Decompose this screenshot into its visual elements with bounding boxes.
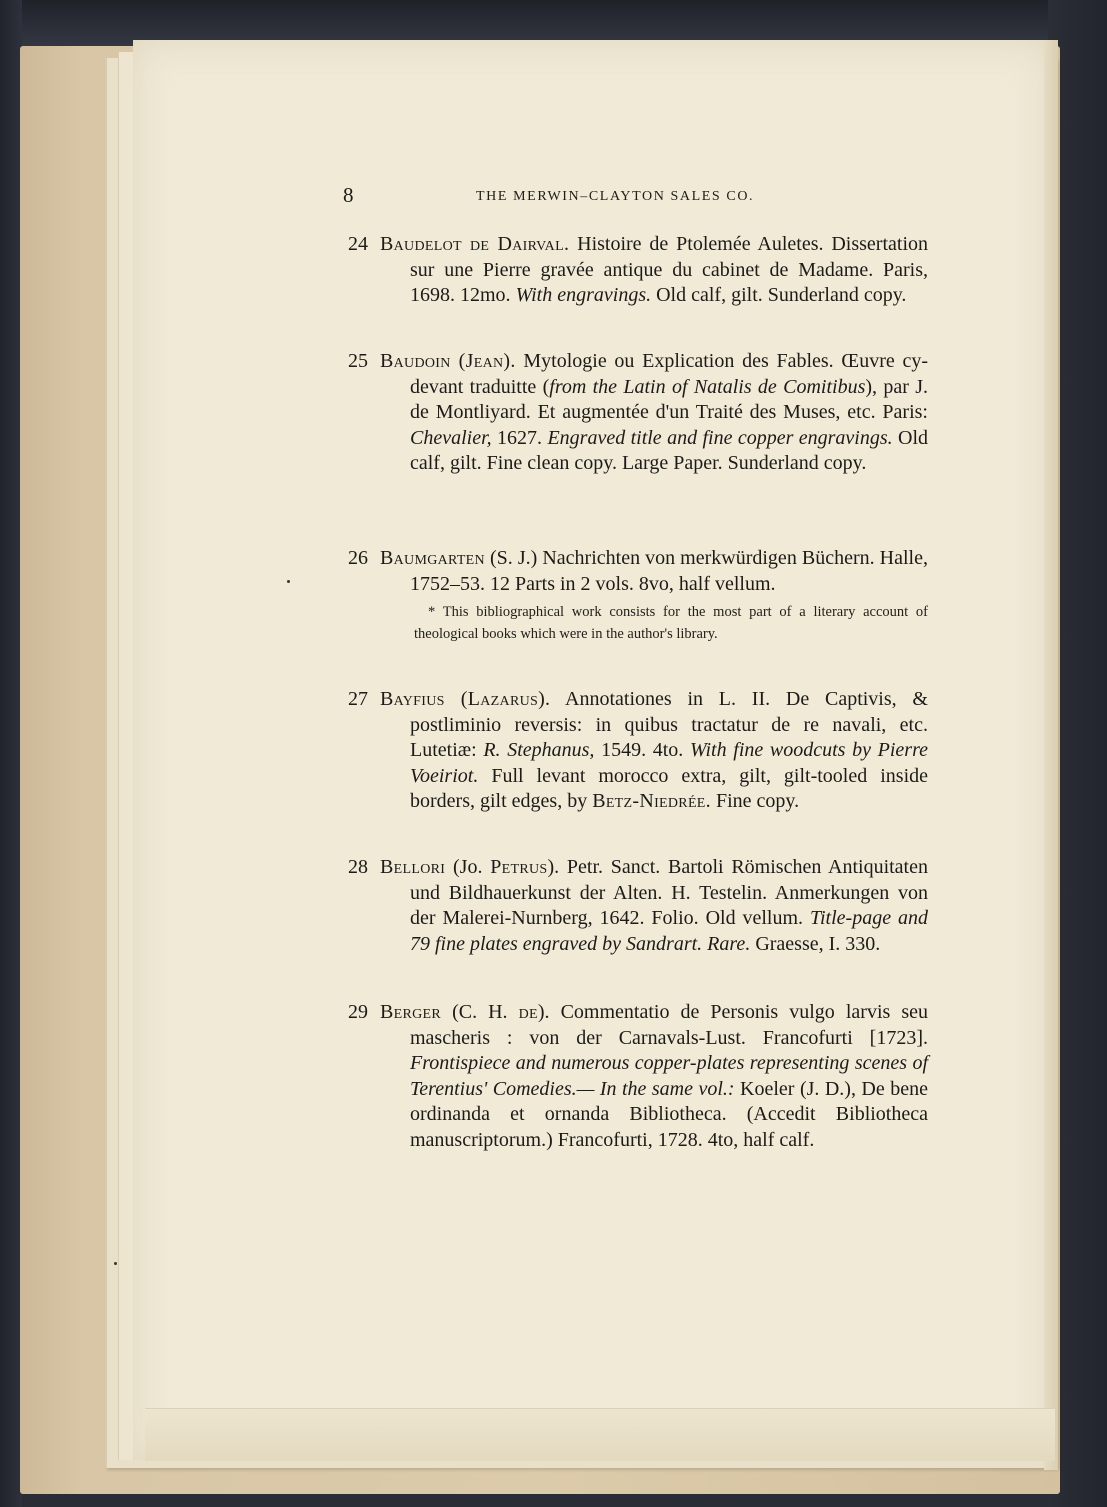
entry-footnote: * This bibliographical work consists for the most part of a literary account of theological books which were in the author's library. (414, 604, 928, 642)
entry-text (380, 687, 928, 815)
lot-number: 29 (348, 1001, 368, 1023)
entry-author: Berger (380, 1001, 442, 1023)
entry-description: 1627. (491, 426, 548, 449)
entry-text (380, 1000, 928, 1153)
entry-description: Mytologie ou Explication des Fables. Œuvre cy-devant traduitte ( (410, 350, 928, 398)
catalog-entry-26 (348, 546, 928, 645)
entry-binding: Old calf, gilt. Sunderland copy. (651, 284, 907, 306)
running-head (343, 183, 813, 213)
catalog-entry-25 (348, 349, 928, 477)
page-number: 8 (343, 183, 354, 207)
entry-binder: Betz-Niedrée. (592, 790, 711, 812)
entry-author: Baumgarten (380, 547, 485, 569)
catalog-entry-29 (348, 1000, 928, 1153)
entry-description: (C. H. (441, 1001, 519, 1023)
lot-number: 28 (348, 856, 368, 878)
entry-description: Koeler (J. D.), De bene ordinanda et ornanda Bibliotheca. (Accedit Bibliotheca manuscriptorum.) Francofurti, 1728. 4to, half calf. (410, 1077, 928, 1151)
entry-binding: Old calf, gilt. Fine clean copy. Large Paper. Sunderland copy. (410, 426, 929, 474)
entry-author: Baudoin (Jean). (380, 350, 516, 372)
catalog-entry-27 (348, 687, 928, 815)
lot-number: 24 (348, 233, 368, 255)
entry-description: 1549. 4to. (594, 739, 690, 761)
entry-author: Bayfius (Lazarus). (380, 688, 551, 710)
entry-text (380, 855, 928, 957)
entry-description: ). Commentatio de Personis vulgo larvis seu mascheris : von der Carnavals-Lust. Francofurti [1723]. (410, 1001, 928, 1049)
entry-text (380, 232, 928, 309)
entry-description: Annotationes in L. II. De Captivis, & postliminio reversis: in quibus tractatur de re navali, etc. Lutetiæ: (410, 688, 928, 761)
running-title: THE MERWIN–CLAYTON SALES CO. (476, 189, 755, 204)
entry-text (380, 349, 929, 477)
lot-number: 25 (348, 350, 368, 372)
entry-description: (Jo. (445, 856, 491, 878)
ink-speck (287, 580, 290, 583)
entry-author: Baudelot de Dairval. (380, 233, 570, 255)
entry-text (380, 546, 928, 597)
entry-description: (S. J.) Nachrichten von merkwürdigen Büchern. Halle, 1752–53. 12 Parts in 2 vols. 8vo, half vellum. (410, 547, 928, 595)
catalog-entry-24 (348, 232, 928, 309)
entry-italic: Chevalier, (410, 426, 492, 449)
entry-description: ), par J. de Montliyard. Et augmentée d'un Traité des Muses, etc. Paris: (410, 375, 928, 423)
ink-speck (114, 1262, 117, 1265)
entry-description: ). Petr. Sanct. Bartoli Römischen Antiquitaten und Bildhauerkunst der Alten. H. Testelin. Anmerkungen von der Malerei-Nurnberg, 1642. Folio. Old vellum. (410, 856, 928, 929)
entry-italic: from the Latin of Natalis de Comitibus (549, 375, 866, 398)
entry-italic: Title-page and 79 fine plates engraved by Sandrart. Rare. (410, 907, 928, 955)
page-edge-right (1044, 40, 1058, 1470)
entry-author: Bellori (380, 856, 446, 878)
entry-reference: Graesse, I. 330. (750, 932, 881, 955)
entry-description: Full levant morocco extra, gilt, gilt-tooled inside borders, gilt edges, by (410, 764, 928, 812)
lot-number: 26 (348, 547, 368, 569)
entry-author: de (518, 1001, 538, 1023)
entry-italic: Engraved title and fine copper engravings. (547, 426, 893, 449)
lot-number: 27 (348, 688, 368, 710)
entry-condition: Fine copy. (710, 790, 800, 812)
entry-author: Petrus (490, 856, 548, 878)
entry-description: Histoire de Ptolemée Auletes. Dissertation sur une Pierre gravée antique du cabinet de Madame. Paris, 1698. 12mo. (410, 233, 928, 306)
catalog-entry-28 (348, 855, 928, 957)
entry-italic: Frontispiece and numerous copper-plates representing scenes of Terentius' Comedies.— In the same vol.: (410, 1052, 928, 1100)
entry-italic: R. Stephanus, (483, 739, 595, 761)
page-edge-bottom (145, 1408, 1055, 1461)
entry-italic: With engravings. (515, 284, 652, 306)
entry-italic: With fine woodcuts by Pierre Voeiriot. (410, 739, 928, 787)
background-left (0, 0, 22, 1507)
